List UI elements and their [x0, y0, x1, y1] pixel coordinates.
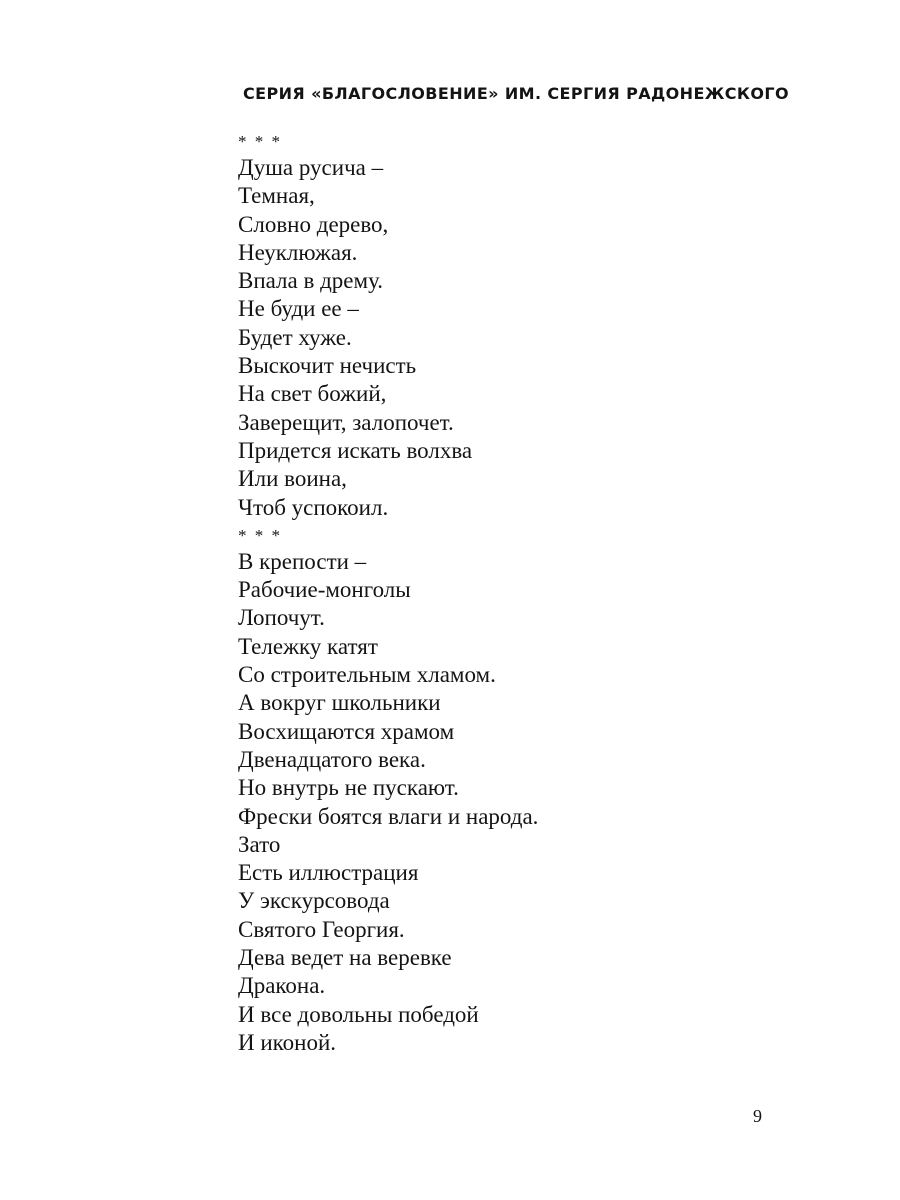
poem-line: Есть иллюстрация	[238, 860, 419, 886]
poem-line: Заверещит, залопочет.	[238, 409, 454, 435]
page-number: 9	[753, 1106, 762, 1126]
poem-line: Со строительным хламом.	[238, 662, 496, 688]
running-header: СЕРИЯ «БЛАГОСЛОВЕНИЕ» ИМ. СЕРГИЯ РАДОНЕЖСКОГО	[243, 84, 789, 103]
poem-line: Святого Георгия.	[238, 916, 405, 942]
poem-line: Двенадцатого века.	[238, 746, 426, 772]
poem-line: А вокруг школьники	[238, 690, 441, 716]
poem-line: Фрески боятся влаги и народа.	[238, 803, 539, 829]
poem-line: И все довольны победой	[238, 1001, 479, 1027]
poem-line: На свет божий,	[238, 381, 387, 407]
poem-line: У экскурсовода	[238, 888, 390, 914]
poem-line: Или воина,	[238, 466, 347, 492]
poem-line: Дева ведет на веревке	[238, 945, 452, 971]
poem-line: Не буди ее –	[238, 296, 359, 322]
poem-line: Словно дерево,	[238, 211, 389, 237]
poem-line: Восхищаются храмом	[238, 718, 455, 744]
poem-line: Темная,	[238, 183, 315, 209]
poem-line: Но внутрь не пускают.	[238, 775, 459, 801]
poem-line: Душа русича –	[238, 155, 384, 180]
poem-line: Неуклюжая.	[238, 239, 358, 265]
poem-line: Выскочит нечисть	[238, 353, 417, 379]
poem-line: Придется искать волхва	[238, 437, 473, 463]
poem-line: Чтоб успокоил.	[238, 494, 389, 520]
poem-body	[238, 128, 718, 1057]
poem-line: И иконой.	[238, 1029, 337, 1055]
poem-line: Рабочие-монголы	[238, 577, 411, 603]
poem-line: Впала в дрему.	[238, 268, 384, 294]
stanza-separator: * * *	[238, 525, 282, 545]
poem-line: Зато	[238, 831, 281, 857]
poem-line: Лопочут.	[238, 605, 325, 631]
poem-line: Дракона.	[238, 973, 326, 999]
poem-line: В крепости –	[238, 548, 367, 574]
poem-line: Будет хуже.	[238, 324, 352, 350]
poem-line: Тележку катят	[238, 633, 378, 659]
stanza-separator: * * *	[238, 132, 282, 151]
